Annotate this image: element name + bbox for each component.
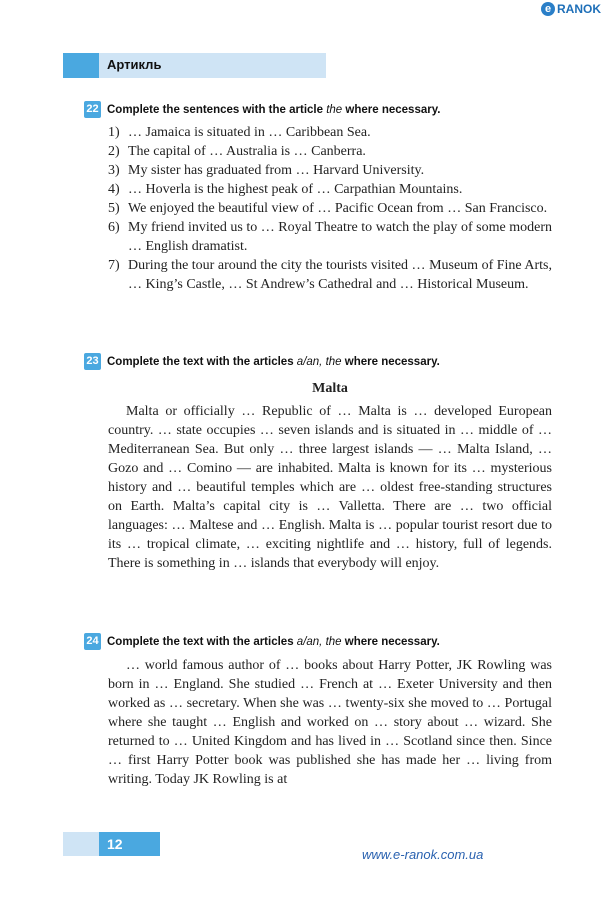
exercise-24-text: … world famous author of … books about Harry Potter, JK Rowling was born in … England. She studied … French at … Exeter University and then worked as … secretary. When she was … twenty-six she moved to … Portugal where she taught … English and worked on … story about … wizard. She returned to … United Kingdom and has lived in … Scotland since then. Since … first Harry Potter book was published she has made her … living from writing. Today JK Rowling is at (108, 658, 552, 787)
exercise-instruction: Complete the text with the articles a/an, the where necessary. (107, 355, 440, 368)
list-item: 7) During the tour around the city the tourists visited … Museum of Fine Arts, … King’s Castle, … St Andrew’s Cathedral and … Historical Museum. (108, 258, 552, 292)
exercise-22-heading (84, 101, 440, 118)
exercise-number: 22 (84, 101, 101, 118)
list-item: 4) … Hoverla is the highest peak of … Carpathian Mountains. (108, 182, 463, 197)
footer-tab (63, 832, 99, 856)
header-tab (63, 53, 99, 78)
text-title: Malta (312, 381, 348, 396)
publisher-logo (541, 2, 601, 16)
section-header (63, 53, 326, 78)
exercise-22-list (108, 123, 552, 294)
exercise-instruction: Complete the text with the articles a/an, the where necessary. (107, 635, 440, 648)
section-title: Артикль (107, 57, 162, 72)
list-item: 5) We enjoyed the beautiful view of … Pacific Ocean from … San Francisco. (108, 201, 548, 216)
page-number: 12 (107, 836, 123, 852)
list-item: 2) The capital of … Australia is … Canberra. (108, 144, 366, 159)
list-item: 6) My friend invited us to … Royal Theatre to watch the play of some modern … English dramatist. (108, 220, 552, 254)
exercise-instruction: Complete the sentences with the article the where necessary. (107, 103, 441, 116)
page-number-bar (63, 832, 160, 856)
logo-text: RANOK (557, 2, 601, 16)
list-item: 1) … Jamaica is situated in … Caribbean Sea. (108, 125, 371, 140)
website-link[interactable]: www.e-ranok.com.ua (362, 847, 484, 862)
exercise-24-heading (84, 633, 440, 650)
exercise-23-heading (84, 353, 440, 370)
list-item: 3) My sister has graduated from … Harvard University. (108, 163, 425, 178)
exercise-number: 23 (84, 353, 101, 370)
logo-e-icon: e (541, 2, 555, 16)
exercise-23-text: Malta or officially … Republic of … Malta is … developed European country. … state occupies … seven islands and is situated in … middle of … Mediterranean Sea. But only … three largest islands — … Malta Island, … Gozo and … Comino — are inhabited. Malta is known for its … mysterious history and … beautiful temples which are … oldest free-standing structures on Earth. Malta’s capital city is … Valletta. There are … two official languages: … Maltese and … English. Malta is … popular tourist resort due to its … tropical climate, … exciting nightlife and … history, full of legends. There is something in … islands that everybody will enjoy. (108, 404, 552, 571)
exercise-number: 24 (84, 633, 101, 650)
